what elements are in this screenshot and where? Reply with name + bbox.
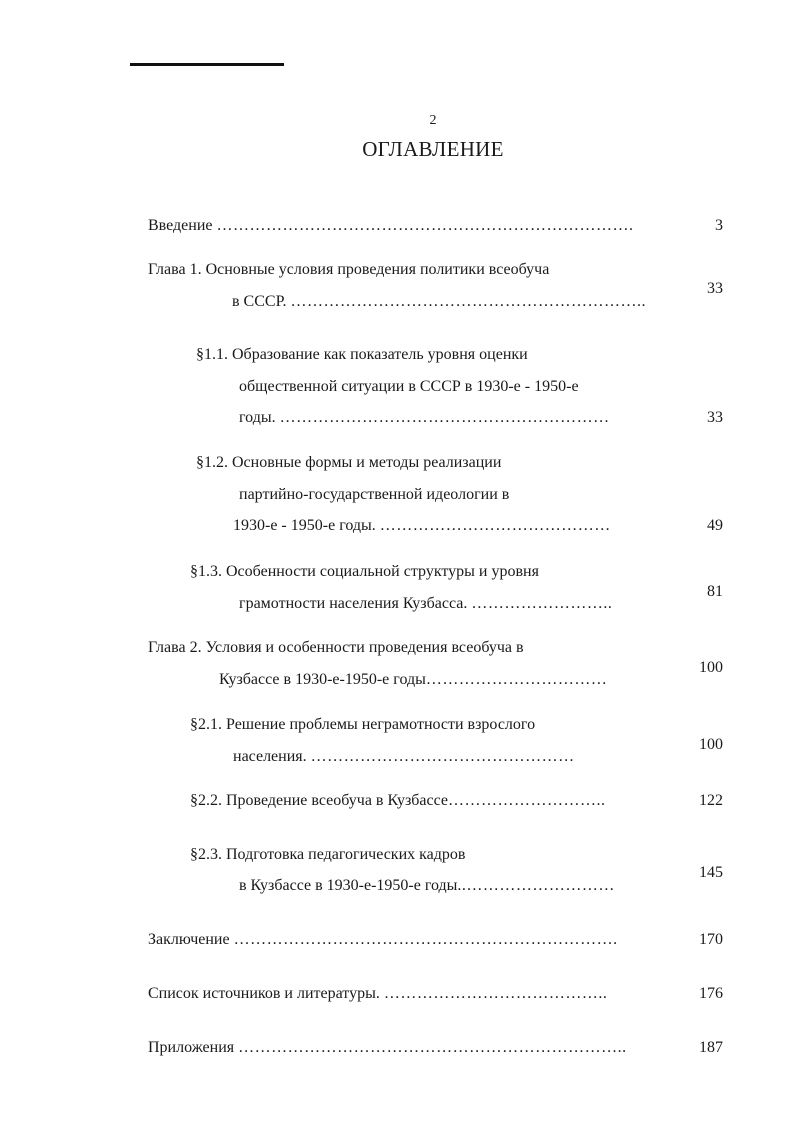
toc-entry-intro-label: Введение	[148, 217, 217, 234]
toc-entry-conclusion	[148, 930, 618, 950]
toc-chapter-2-line2	[219, 670, 607, 690]
toc-section-1-2-label3: 1930-е - 1950-е годы.	[233, 517, 380, 534]
toc-leader-dots: …………………………………..	[383, 985, 608, 1002]
toc-section-2-2-line1	[190, 791, 606, 811]
toc-chapter-2-title: Глава 2. Условия и особенности проведения всеобуча в	[148, 639, 524, 656]
toc-page-s23: 145	[699, 864, 723, 881]
toc-leader-dots: ..………………………	[457, 877, 615, 894]
toc-section-1-2-line1: §1.2. Основные формы и методы реализации	[196, 454, 502, 471]
toc-leader-dots: ……………………………………………………………..	[238, 1039, 627, 1056]
toc-chapter-1-label2: в СССР.	[232, 293, 291, 310]
toc-page-s13: 81	[707, 583, 723, 600]
toc-leader-dots: ……………………..	[471, 595, 613, 612]
toc-entry-conclusion-label: Заключение	[148, 931, 234, 948]
toc-section-1-1-line2: общественной ситуации в СССР в 1930-е - 1950-е	[239, 378, 579, 395]
toc-page-s21: 100	[699, 736, 723, 753]
toc-section-2-3-line2	[239, 876, 615, 896]
toc-chapter-1-line2	[232, 292, 646, 312]
toc-section-1-1-line3	[239, 408, 610, 428]
toc-section-2-2-label: §2.2. Проведение всеобуча в Кузбассе	[190, 792, 448, 809]
toc-page-s11: 33	[707, 409, 723, 426]
toc-page-ch1: 33	[707, 280, 723, 297]
scan-artifact-mark	[130, 63, 284, 66]
toc-chapter-2-label2: Кузбассе в 1930-е-1950-е годы	[219, 671, 426, 688]
toc-page-s22: 122	[699, 792, 723, 809]
toc-leader-dots: ………………………………………………………..	[290, 293, 646, 310]
toc-chapter-1-title: Глава 1. Основные условия проведения политики всеобуча	[148, 261, 550, 278]
toc-leader-dots: …………………………………………	[310, 748, 575, 765]
toc-section-1-3-label2: грамотности населения Кузбасса.	[239, 595, 472, 612]
toc-entry-intro	[148, 216, 634, 236]
toc-leader-dots: ……………………………………………………	[279, 409, 610, 426]
toc-entry-sources-label: Список источников и литературы.	[148, 985, 384, 1002]
toc-section-1-2-line3	[233, 516, 611, 536]
toc-section-2-1-line2	[233, 747, 575, 767]
page-title: ОГЛАВЛЕНИЕ	[362, 137, 504, 161]
toc-page-appendix: 187	[699, 1039, 723, 1056]
page-number: 2	[429, 113, 437, 128]
toc-section-2-3-line1: §2.3. Подготовка педагогических кадров	[190, 846, 466, 863]
toc-leader-dots: …………………………………………………………….	[233, 931, 618, 948]
toc-section-2-1-line1: §2.1. Решение проблемы неграмотности взрослого	[190, 716, 536, 733]
toc-page-conclusion: 170	[699, 931, 723, 948]
toc-section-1-1-line1: §1.1. Образование как показатель уровня оценки	[196, 346, 528, 363]
toc-page-sources: 176	[699, 985, 723, 1002]
toc-section-2-1-label2: населения.	[233, 748, 311, 765]
toc-leader-dots: ……………………………	[425, 671, 608, 688]
toc-section-2-3-label2: в Кузбассе в 1930-е-1950-е годы	[239, 877, 458, 894]
toc-section-1-2-line2: партийно-государственной идеологии в	[239, 486, 510, 503]
toc-section-1-3-line1: §1.3. Особенности социальной структуры и уровня	[190, 563, 539, 580]
toc-leader-dots: ………………………..	[448, 792, 606, 809]
toc-section-1-3-line2	[239, 594, 612, 614]
toc-section-1-1-label3: годы.	[239, 409, 280, 426]
toc-leader-dots: ………………………………………………………………….	[216, 217, 634, 234]
toc-page-s12: 49	[707, 517, 723, 534]
toc-page-ch2: 100	[699, 659, 723, 676]
toc-entry-appendix-label: Приложения	[148, 1039, 239, 1056]
toc-leader-dots: ……………………………………	[379, 517, 611, 534]
toc-entry-sources	[148, 984, 607, 1004]
toc-page-intro: 3	[715, 217, 723, 234]
toc-entry-appendix	[148, 1038, 627, 1058]
